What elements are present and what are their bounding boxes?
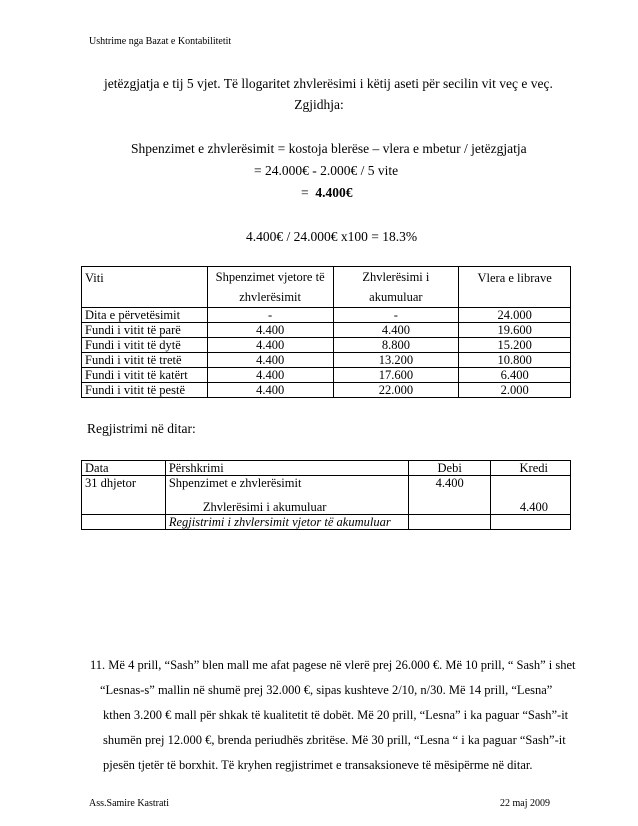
cell-book-value: 2.000 [459, 383, 571, 398]
cell-accumulated: 22.000 [333, 383, 459, 398]
table-row [82, 383, 571, 398]
formula-line-1: Shpenzimet e zhvlerësimit = kostoja blerëse – vlera e mbetur / jetëzgjatja [131, 141, 527, 156]
ratio-line: 4.400€ / 24.000€ x100 = 18.3% [246, 229, 418, 244]
cell-year: Fundi i vitit të pestë [82, 383, 208, 398]
table-header-row [82, 267, 571, 308]
cell-book-value: 6.400 [459, 368, 571, 383]
exercise-line-2: “Lesnas-s” mallin në shumë prej 32.000 €, sipas kushteve 2/10, n/30. Më 14 prill, “Lesna” [100, 683, 553, 697]
cell-annual: 4.400 [207, 323, 333, 338]
cell-book-value: 10.800 [459, 353, 571, 368]
cell-annual: - [207, 308, 333, 323]
entry-debit: 4.400 [409, 476, 491, 515]
depreciation-table [81, 266, 571, 398]
table-row [82, 338, 571, 353]
cell-accumulated: 8.800 [333, 338, 459, 353]
note-empty-cell [491, 515, 571, 530]
journal-entry-row [82, 476, 571, 515]
header-book-value: Vlera e librave [459, 267, 571, 308]
journal-table [81, 460, 571, 530]
cell-accumulated: 13.200 [333, 353, 459, 368]
page-header: Ushtrime nga Bazat e Kontabilitetit [89, 36, 232, 47]
header-annual-depreciation: Shpenzimet vjetore të zhvlerësimit [207, 267, 333, 308]
footer-author: Ass.Samire Kastrati [89, 798, 169, 809]
cell-year: Fundi i vitit të parë [82, 323, 208, 338]
cell-annual: 4.400 [207, 353, 333, 368]
exercise-line-3: kthen 3.200 € mall për shkak të kualitetit të dobët. Më 20 prill, “Lesna” i ka paguar “Sash”-it [103, 708, 569, 722]
cell-year: Fundi i vitit të tretë [82, 353, 208, 368]
journal-header-row [82, 461, 571, 476]
formula-line-3 [301, 185, 353, 201]
cell-accumulated: 4.400 [333, 323, 459, 338]
cell-book-value: 19.600 [459, 323, 571, 338]
header-date: Data [82, 461, 166, 476]
entry-date: 31 dhjetor [82, 476, 166, 515]
note-empty-cell [409, 515, 491, 530]
journal-note-row [82, 515, 571, 530]
cell-accumulated: - [333, 308, 459, 323]
cell-year: Dita e përvetësimit [82, 308, 208, 323]
exercise-line-1: 11. Më 4 prill, “Sash” blen mall me afat pagese në vlerë prej 26.000 €. Më 10 prill, “ Sash” i shet [90, 658, 576, 672]
cell-annual: 4.400 [207, 338, 333, 353]
cell-year: Fundi i vitit të dytë [82, 338, 208, 353]
journal-label: Regjistrimi në ditar: [87, 421, 196, 436]
entry-note: Regjistrimi i zhvlersimit vjetor të akumuluar [165, 515, 408, 530]
entry-credit: 4.400 [491, 476, 571, 515]
credit-account: Zhvlerësimi i akumuluar [202, 500, 327, 514]
formula-result-prefix: = [301, 185, 316, 200]
cell-annual: 4.400 [207, 383, 333, 398]
table-row [82, 308, 571, 323]
header-accumulated-depreciation: Zhvlerësimi i akumuluar [333, 267, 459, 308]
header-year: Viti [82, 267, 208, 308]
header-description: Përshkrimi [165, 461, 408, 476]
formula-result: 4.400€ [315, 185, 353, 200]
cell-book-value: 15.200 [459, 338, 571, 353]
cell-annual: 4.400 [207, 368, 333, 383]
table-row [82, 368, 571, 383]
entry-description [165, 476, 408, 515]
note-empty-cell [82, 515, 166, 530]
exercise-line-5: pjesën tjetër të borxhit. Të kryhen regjistrimet e transaksioneve të mësipërme në ditar. [103, 758, 533, 772]
header-credit: Kredi [491, 461, 571, 476]
intro-line: jetëzgjatja e tij 5 vjet. Të llogaritet zhvlerësimi i këtij aseti për secilin vit veç e veç. [104, 76, 553, 91]
footer-date: 22 maj 2009 [500, 798, 550, 809]
cell-book-value: 24.000 [459, 308, 571, 323]
exercise-line-4: shumën prej 12.000 €, brenda periudhës zbritëse. Më 30 prill, “Lesna “ i ka paguar “Sash”-it [103, 733, 566, 747]
header-debit: Debi [409, 461, 491, 476]
table-row [82, 323, 571, 338]
formula-line-2: = 24.000€ - 2.000€ / 5 vite [254, 163, 399, 178]
cell-year: Fundi i vitit të katërt [82, 368, 208, 383]
table-row [82, 353, 571, 368]
cell-accumulated: 17.600 [333, 368, 459, 383]
debit-account: Shpenzimet e zhvlerësimit [168, 476, 302, 490]
solution-label: Zgjidhja: [294, 97, 344, 112]
